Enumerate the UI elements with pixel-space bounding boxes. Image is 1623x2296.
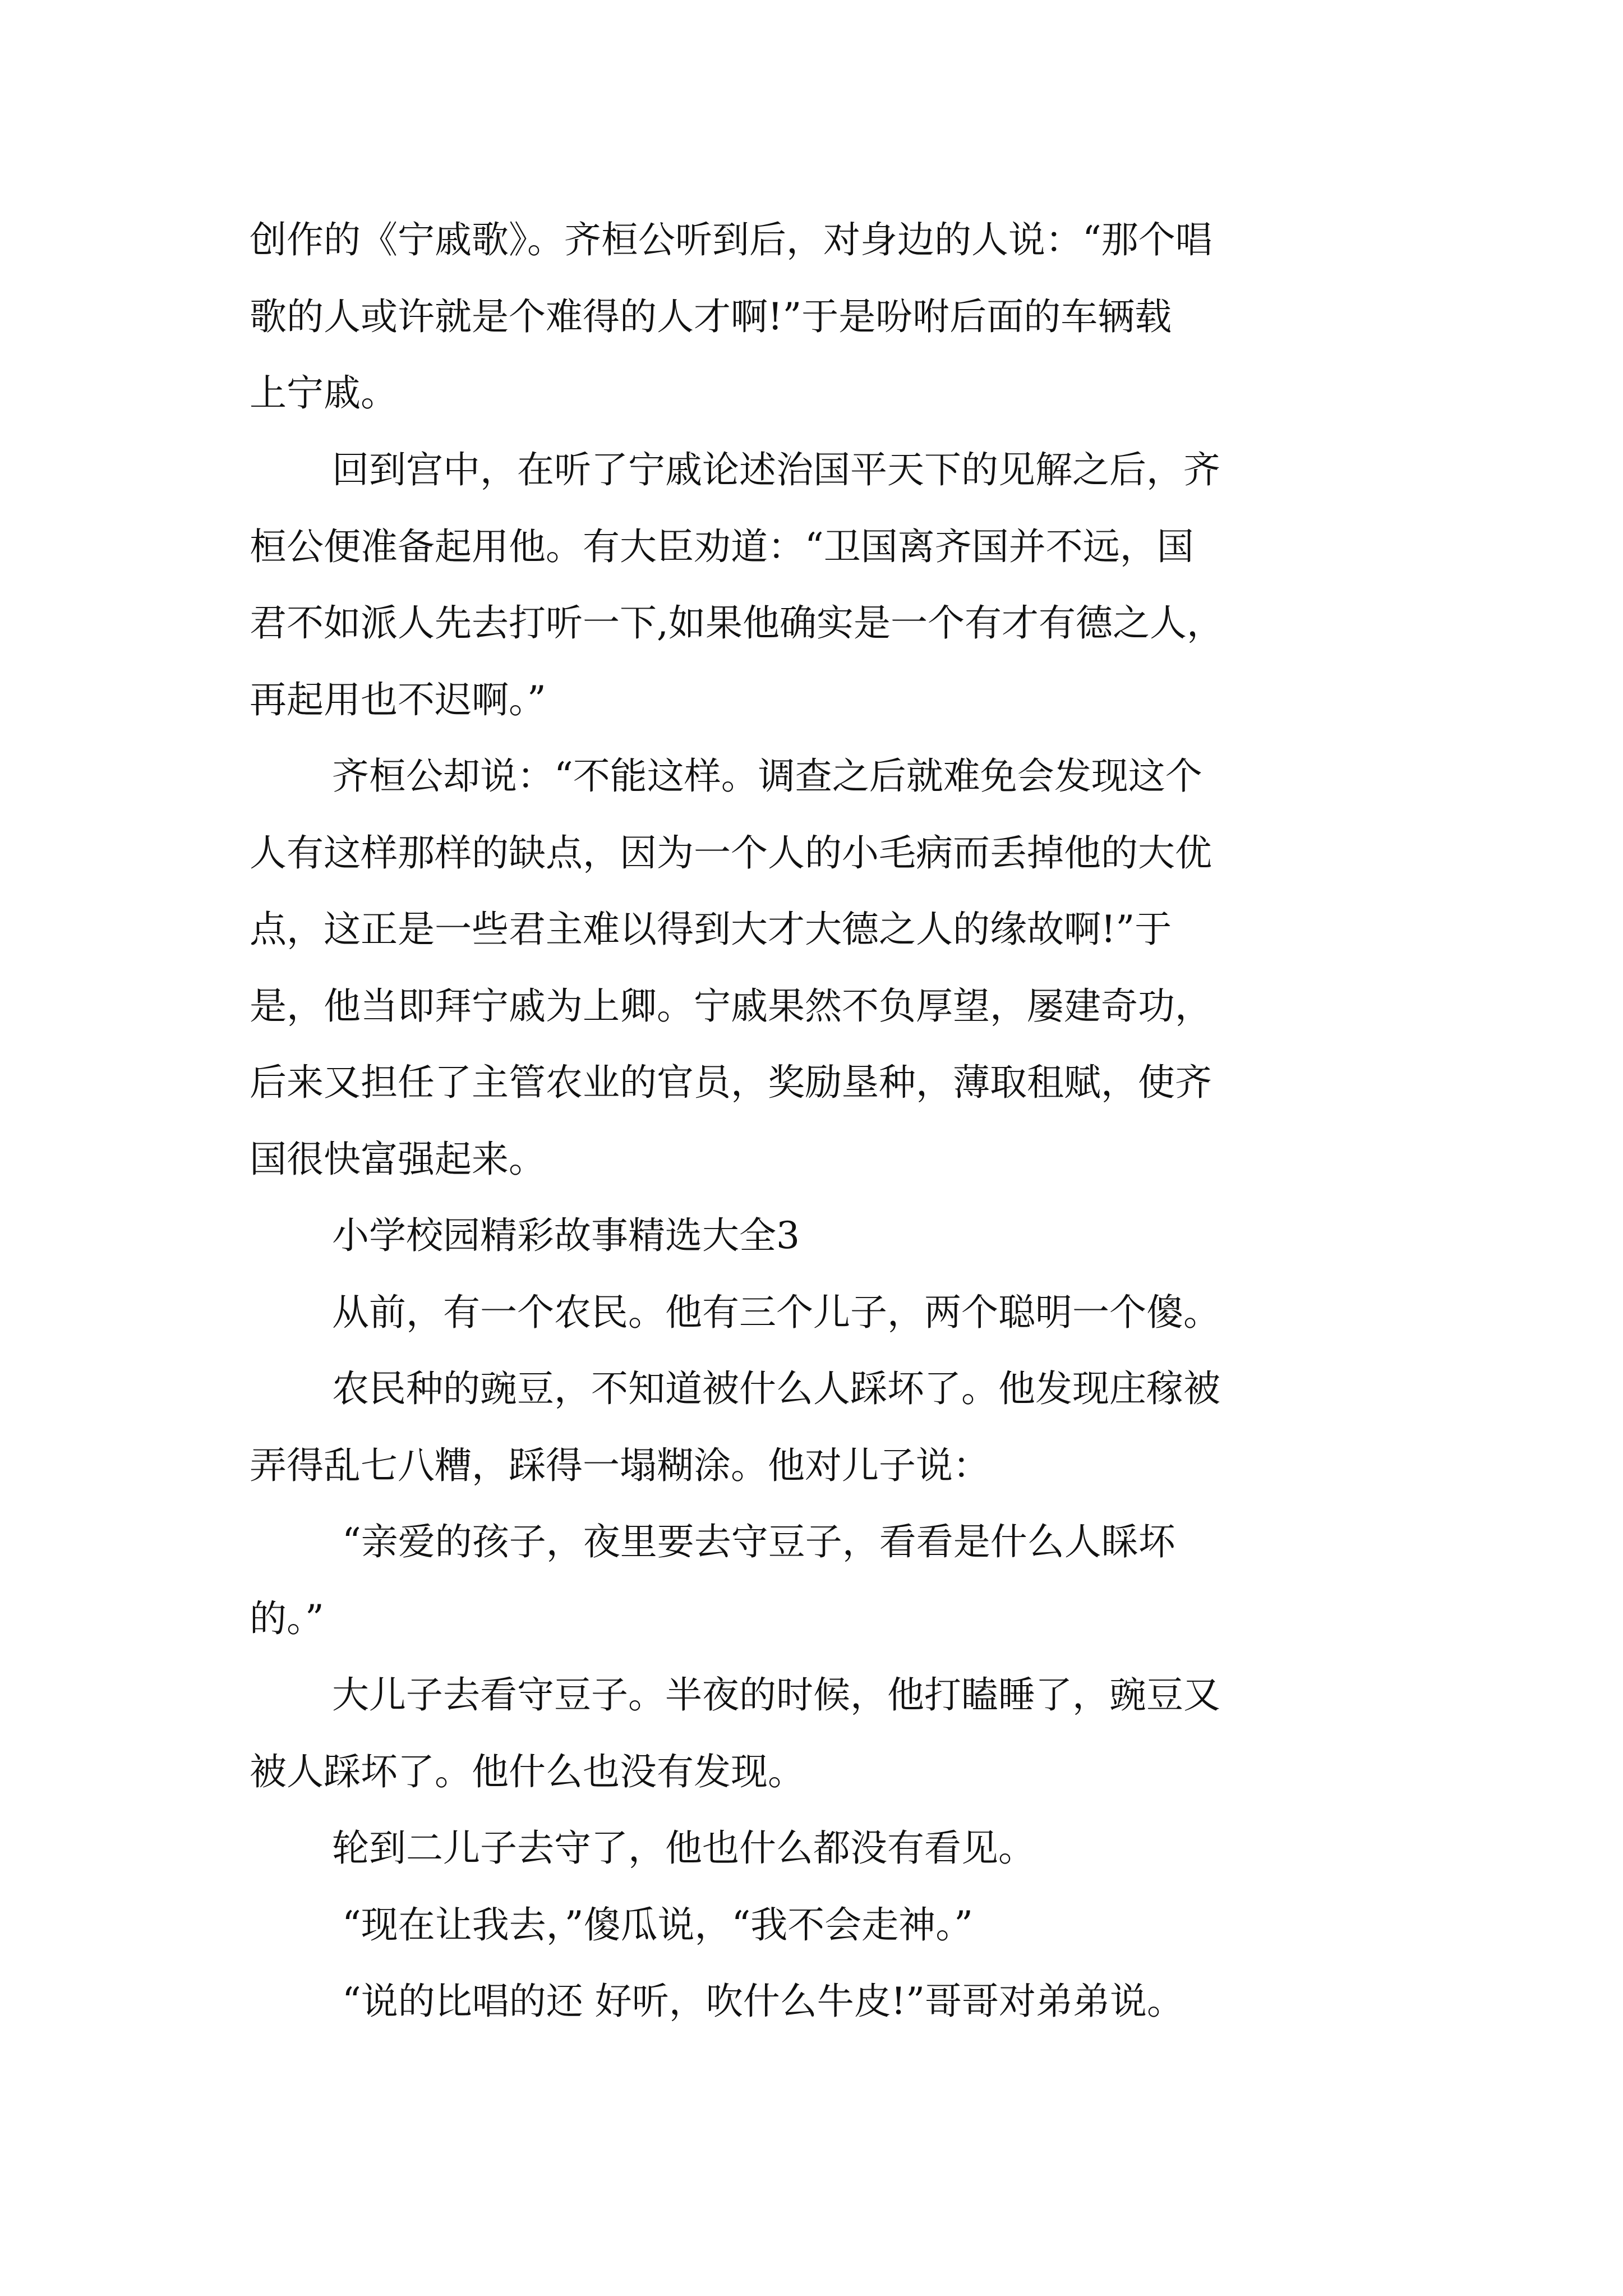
text-line: 弄得乱七八糟，踩得一塌糊涂。他对儿子说： <box>250 1444 990 1487</box>
text-line: 创作的《宁戚歌》。齐桓公听到后，对身边的人说：“那个唱 <box>250 218 1212 261</box>
quote-line: “现在让我去，”傻瓜说，“我不会走神。” <box>342 1903 973 1947</box>
paragraph-start-line: 回到宫中，在听了宁戚论述治国平天下的见解之后，齐 <box>332 448 1220 491</box>
text-line: 国很快富强起来。 <box>250 1138 546 1181</box>
text-line: 君不如派人先去打听一下,如果他确实是一个有才有德之人， <box>250 601 1224 645</box>
paragraph-start-line: 齐桓公却说：“不能这样。调查之后就难免会发现这个 <box>332 754 1202 798</box>
quote-line: “说的比唱的还 好听，吹什么牛皮!”哥哥对弟弟说。 <box>342 1980 1184 2023</box>
quote-line: “亲爱的孩子，夜里要去守豆子，看看是什么人睬坏 <box>342 1520 1175 1563</box>
text-line: 歌的人或许就是个难得的人才啊!”于是吩咐后面的车辆载 <box>250 295 1172 338</box>
text-line: 是，他当即拜宁戚为上卿。宁戚果然不负厚望，屡建奇功， <box>250 984 1212 1028</box>
text-line: 被人踩坏了。他什么也没有发现。 <box>250 1750 805 1793</box>
text-line: 再起用也不迟啊。” <box>250 678 546 721</box>
text-line: 桓公便准备起用他。有大臣劝道：“卫国离齐国并不远，国 <box>250 525 1194 568</box>
text-line: 上宁戚。 <box>250 371 398 415</box>
paragraph-start-line: 从前，有一个农民。他有三个儿子，两个聪明一个傻。 <box>332 1291 1220 1334</box>
paragraph-start-line: 农民种的豌豆，不知道被什么人踩坏了。他发现庄稼被 <box>332 1367 1220 1410</box>
paragraph-start-line: 轮到二儿子去守了，他也什么都没有看见。 <box>332 1826 1035 1870</box>
section-heading: 小学校园精彩故事精选大全3 <box>332 1214 800 1257</box>
text-line: 人有这样那样的缺点，因为一个人的小毛病而丢掉他的大优 <box>250 831 1212 875</box>
text-line: 的。” <box>250 1597 324 1640</box>
text-line: 后来又担任了主管农业的官员，奖励垦种，薄取租赋，使齐 <box>250 1061 1212 1104</box>
paragraph-start-line: 大儿子去看守豆子。半夜的时候，他打瞌睡了，豌豆又 <box>332 1673 1220 1717</box>
text-line: 点，这正是一些君主难以得到大才大德之人的缘故啊!”于 <box>250 908 1172 951</box>
